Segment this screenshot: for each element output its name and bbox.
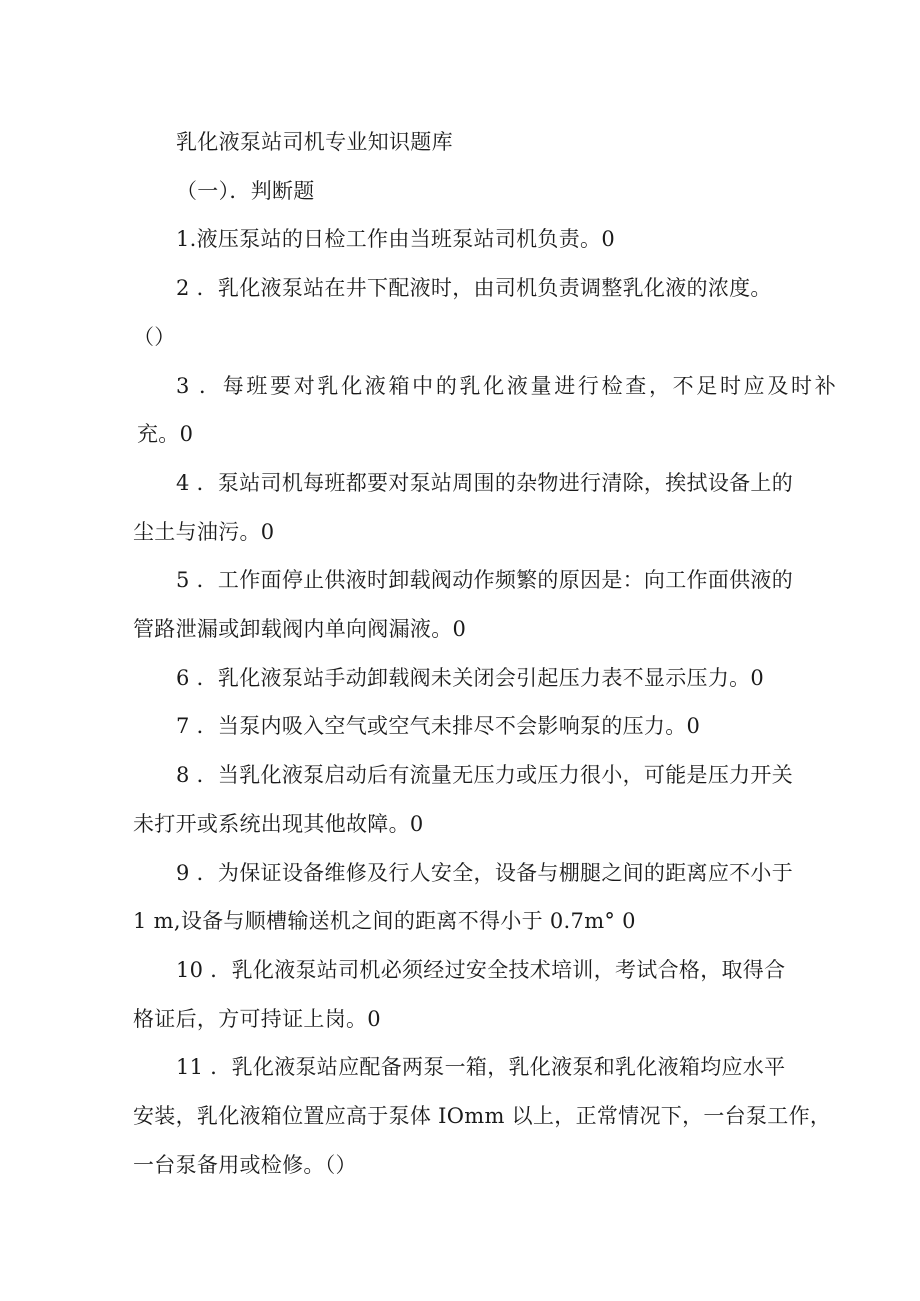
question-line: 充。0 bbox=[137, 422, 194, 447]
question-5 bbox=[133, 556, 793, 653]
question-1 bbox=[133, 215, 793, 264]
question-line: 1 m,设备与顺槽输送机之间的距离不得小于 0.7m° 0 bbox=[133, 909, 636, 934]
question-line: 10 ．乳化液泵站司机必须经过安全技术培训，考试合格，取得合 bbox=[176, 957, 786, 982]
question-line: 2 ．乳化液泵站在井下配液时，由司机负责调整乳化液的浓度。 bbox=[176, 276, 772, 301]
question-line: 未打开或系统出现其他故障。0 bbox=[133, 811, 424, 836]
question-line: 1.液压泵站的日检工作由当班泵站司机负责。0 bbox=[176, 227, 615, 252]
question-3 bbox=[133, 362, 836, 459]
question-line: 7 ．当泵内吸入空气或空气未排尽不会影响泵的压力。0 bbox=[176, 714, 701, 739]
question-10 bbox=[133, 946, 793, 1043]
question-line: 安装，乳化液箱位置应高于泵体 IOmm 以上，正常情况下，一台泵工作， bbox=[133, 1104, 832, 1129]
question-line: 9 ．为保证设备维修及行人安全，设备与棚腿之间的距离应不小于 bbox=[176, 860, 794, 885]
question-line: 一台泵备用或检修。（） bbox=[133, 1152, 357, 1177]
document-body bbox=[133, 118, 836, 1189]
question-9 bbox=[133, 849, 793, 946]
question-8 bbox=[133, 751, 793, 848]
section-heading: （一）．判断题 bbox=[176, 178, 315, 203]
question-line: 管路泄漏或卸载阀内单向阀漏液。0 bbox=[133, 617, 467, 642]
question-11 bbox=[133, 1043, 832, 1189]
question-line: （） bbox=[133, 324, 176, 349]
question-6 bbox=[133, 654, 793, 703]
question-line: 11 ．乳化液泵站应配备两泵一箱，乳化液泵和乳化液箱均应水平 bbox=[176, 1055, 786, 1080]
question-7 bbox=[133, 702, 793, 751]
document-title: 乳化液泵站司机专业知识题库 bbox=[176, 130, 453, 154]
question-line: 3 ．每班要对乳化液箱中的乳化液量进行检查，不足时应及时补 bbox=[176, 373, 836, 398]
question-line: 5 ．工作面停止供液时卸载阀动作频繁的原因是：向工作面供液的 bbox=[176, 568, 794, 593]
question-2 bbox=[133, 264, 793, 361]
question-line: 尘土与油污。0 bbox=[133, 519, 275, 544]
question-line: 8 ．当乳化液泵启动后有流量无压力或压力很小，可能是压力开关 bbox=[176, 763, 794, 788]
question-4 bbox=[133, 459, 793, 556]
question-line: 4 ．泵站司机每班都要对泵站周围的杂物进行清除，挨拭设备上的 bbox=[176, 470, 794, 495]
question-line: 格证后，方可持证上岗。0 bbox=[133, 1006, 381, 1031]
question-line: 6 ．乳化液泵站手动卸载阀未关闭会引起压力表不显示压力。0 bbox=[176, 665, 765, 690]
